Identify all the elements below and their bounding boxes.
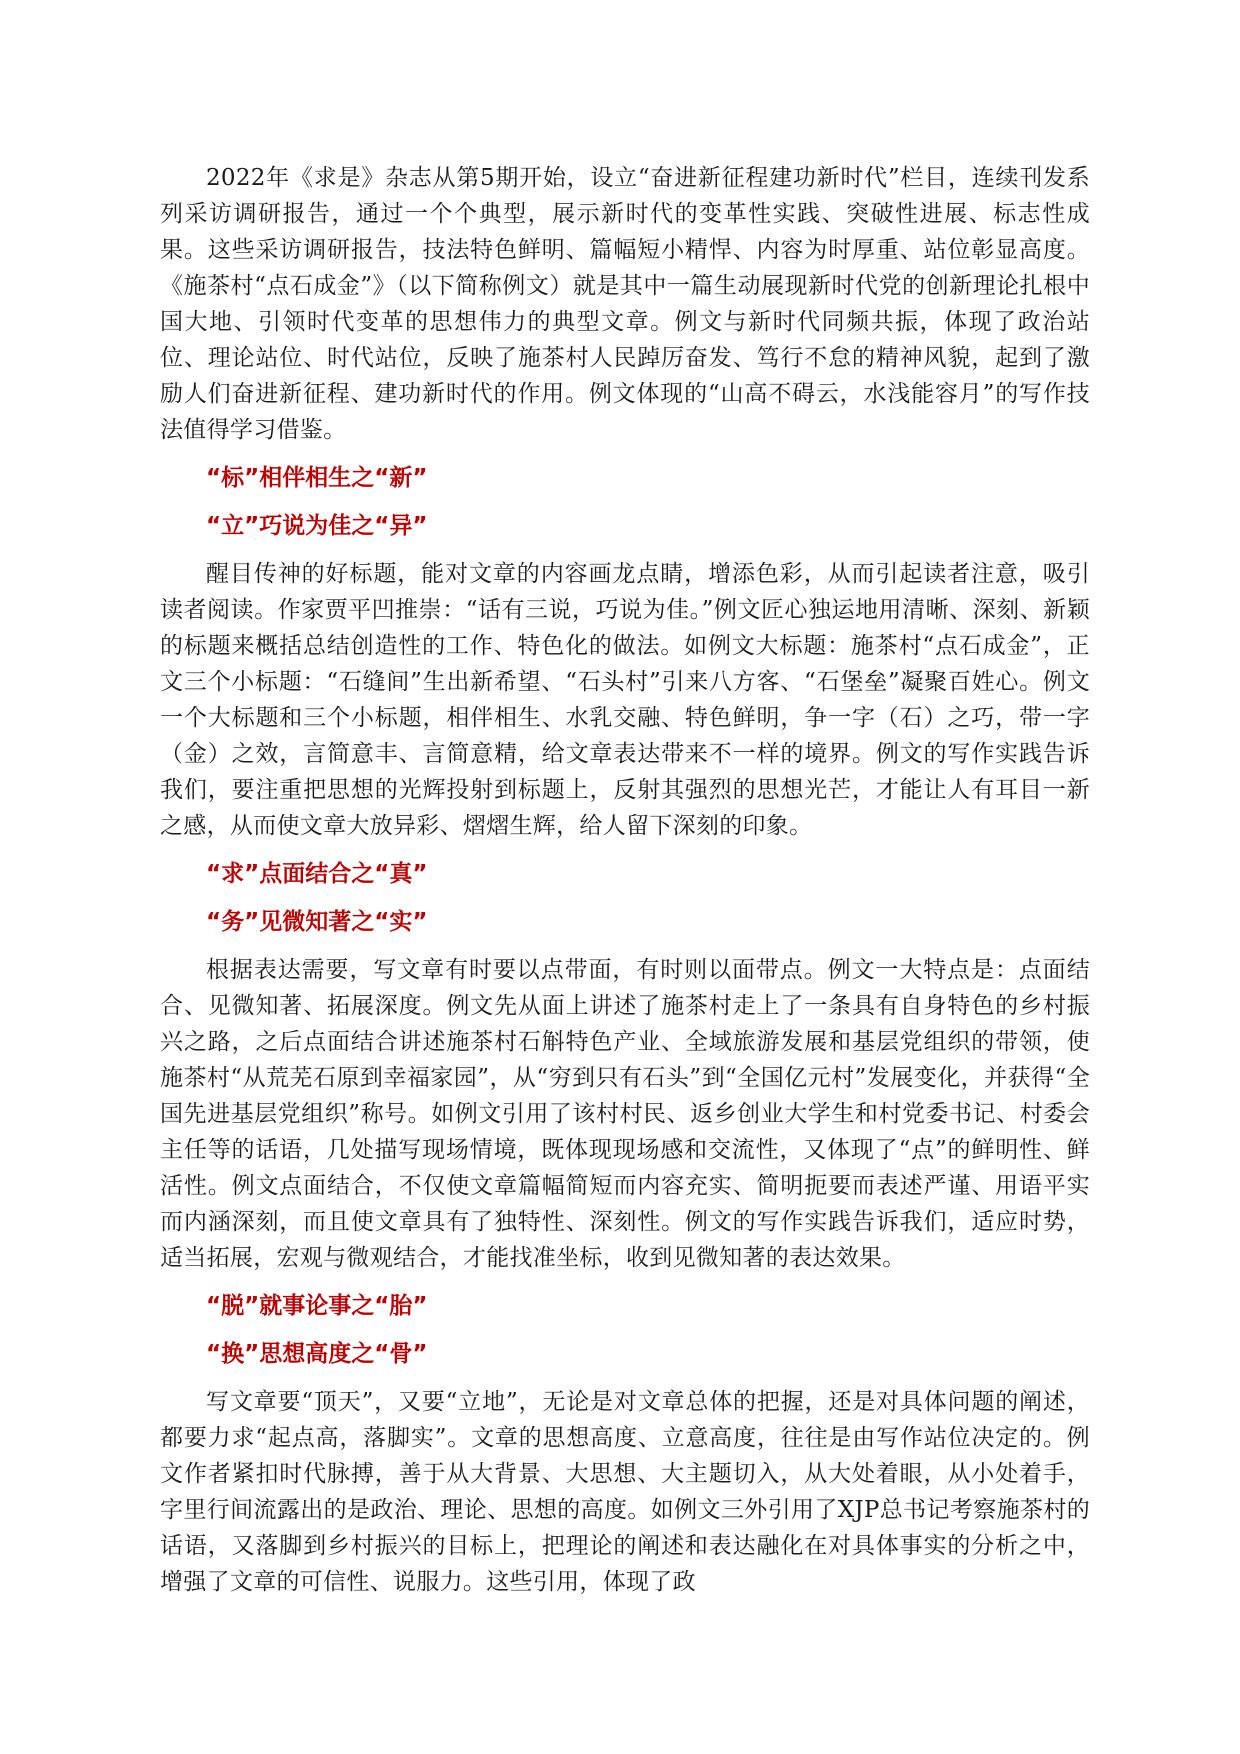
section-3-body: 写文章要“顶天”，又要“立地”，无论是对文章总体的把握，还是对具体问题的阐述，都要力求“起点高，落脚实”。文章的思想高度、立意高度，往往是由写作站位决定的。例文作者紧扣时代脉搏，善于从大背景、大思想、大主题切入，从大处着眼，从小处着手，字里行间流露出的是政治、理论、思想的高度。如例文三外引用了XJP总书记考察施茶村的话语，又落脚到乡村振兴的目标上，把理论的阐述和表达融化在对具体事实的分析之中，增强了文章的可信性、说服力。这些引用，体现了政 <box>160 1389 1090 1595</box>
section-1 <box>160 460 1090 844</box>
document-page <box>160 160 1090 1612</box>
section-1-heading-2: “立”巧说为佳之“异” <box>206 513 428 539</box>
section-2-body: 根据表达需要，写文章有时要以点带面，有时则以面带点。例文一大特点是：点面结合、见微知著、拓展深度。例文先从面上讲述了施茶村走上了一条具有自身特色的乡村振兴之路，之后点面结合讲述施茶村石斛特色产业、全域旅游发展和基层党组织的带领，使施茶村“从荒芜石原到幸福家园”，从“穷到只有石头”到“全国亿元村”发展变化，并获得“全国先进基层党组织”称号。如例文引用了该村村民、返乡创业大学生和村党委书记、村委会主任等的话语，几处描写现场情境，既体现现场感和交流性，又体现了“点”的鲜明性、鲜活性。例文点面结合，不仅使文章篇幅简短而内容充实、简明扼要而表述严谨、用语平实而内涵深刻，而且使文章具有了独特性、深刻性。例文的写作实践告诉我们，适应时势，适当拓展，宏观与微观结合，才能找准坐标，收到见微知著的表达效果。 <box>160 957 1090 1271</box>
intro-paragraph: 2022年《求是》杂志从第5期开始，设立“奋进新征程建功新时代”栏目，连续刊发系列采访调研报告，通过一个个典型，展示新时代的变革性实践、突破性进展、标志性成果。这些采访调研报告，技法特色鲜明、篇幅短小精悍、内容为时厚重、站位彰显高度。《施茶村“点石成金”》（以下简称例文）就是其中一篇生动展现新时代党的创新理论扎根中国大地、引领时代变革的思想伟力的典型文章。例文与新时代同频共振，体现了政治站位、理论站位、时代站位，反映了施茶村人民踔厉奋发、笃行不怠的精神风貌，起到了激励人们奋进新征程、建功新时代的作用。例文体现的“山高不碍云，水浅能容月”的写作技法值得学习借鉴。 <box>160 165 1090 443</box>
section-3-heading-1: “脱”就事论事之“胎” <box>206 1293 428 1319</box>
section-1-heading-1: “标”相伴相生之“新” <box>206 465 428 491</box>
section-1-body: 醒目传神的好标题，能对文章的内容画龙点睛，增添色彩，从而引起读者注意，吸引读者阅读。作家贾平凹推崇：“话有三说，巧说为佳。”例文匠心独运地用清晰、深刻、新颖的标题来概括总结创造性的工作、特色化的做法。如例文大标题：施茶村“点石成金”，正文三个小标题：“石缝间”生出新希望、“石头村”引来八方客、“石堡垒”凝聚百姓心。例文一个大标题和三个小标题，相伴相生、水乳交融、特色鲜明，争一字（石）之巧，带一字（金）之效，言简意丰、言简意精，给文章表达带来不一样的境界。例文的写作实践告诉我们，要注重把思想的光辉投射到标题上，反射其强烈的思想光芒，才能让人有耳目一新之感，从而使文章大放异彩、熠熠生辉，给人留下深刻的印象。 <box>160 561 1090 839</box>
section-2-heading-1: “求”点面结合之“真” <box>206 861 428 887</box>
section-3 <box>160 1288 1090 1600</box>
section-3-heading-2: “换”思想高度之“骨” <box>206 1341 428 1367</box>
section-2-heading-2: “务”见微知著之“实” <box>206 909 428 935</box>
section-2 <box>160 856 1090 1276</box>
